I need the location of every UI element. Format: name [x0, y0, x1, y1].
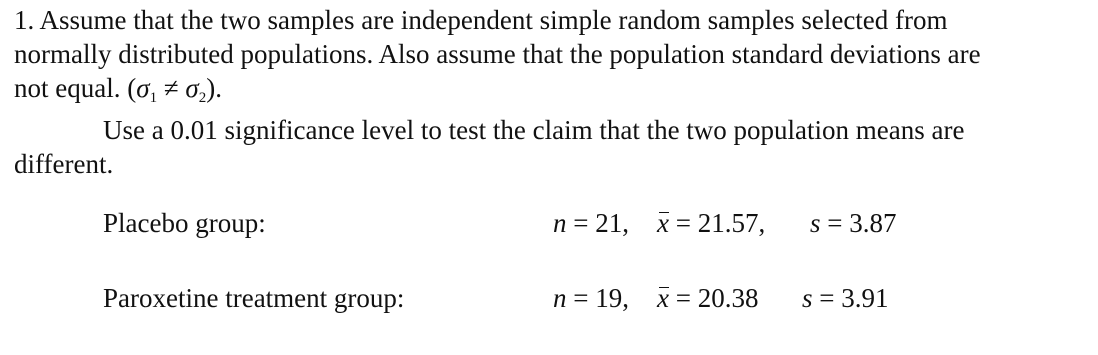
s-symbol: s — [802, 283, 813, 313]
group-label: Placebo group: — [103, 208, 266, 238]
problem-line-3 — [14, 72, 222, 104]
problem-line-2: normally distributed populations. Also assume that the population standard deviations are — [14, 39, 981, 69]
condition-open-paren: ( — [127, 73, 137, 103]
xbar-symbol: x — [657, 283, 669, 313]
condition-close-paren: ). — [206, 73, 222, 103]
sample-size — [553, 283, 629, 314]
sigma-subscript-1: 1 — [149, 90, 158, 106]
xbar-symbol: x — [657, 208, 669, 238]
problem-line-1: 1. Assume that the two samples are independent simple random samples selected from — [14, 5, 948, 35]
sample-mean — [657, 208, 765, 239]
n-value: = 19, — [573, 283, 629, 313]
sigma-symbol-2: σ — [185, 73, 199, 103]
sigma-subscript-2: 2 — [198, 90, 207, 106]
sigma-condition — [127, 73, 222, 106]
problem-line-4: Use a 0.01 significance level to test the claim that the two population means are — [103, 115, 965, 145]
group-label: Paroxetine treatment group: — [103, 283, 405, 313]
xbar-value: = 20.38 — [675, 283, 759, 313]
s-value: = 3.91 — [819, 283, 889, 313]
n-value: = 21, — [573, 208, 629, 238]
sample-sd — [802, 283, 889, 314]
sample-size — [553, 208, 629, 239]
xbar-value: = 21.57, — [675, 208, 766, 238]
sample-mean — [657, 283, 758, 314]
problem-line-3-text: not equal. — [14, 73, 121, 103]
sigma-symbol-1: σ — [136, 73, 150, 103]
n-symbol: n — [553, 283, 567, 313]
problem-line-5: different. — [14, 149, 114, 179]
not-equal-symbol: ≠ — [163, 73, 179, 103]
sample-sd — [810, 208, 897, 239]
n-symbol: n — [553, 208, 567, 238]
s-symbol: s — [810, 208, 821, 238]
s-value: = 3.87 — [827, 208, 897, 238]
